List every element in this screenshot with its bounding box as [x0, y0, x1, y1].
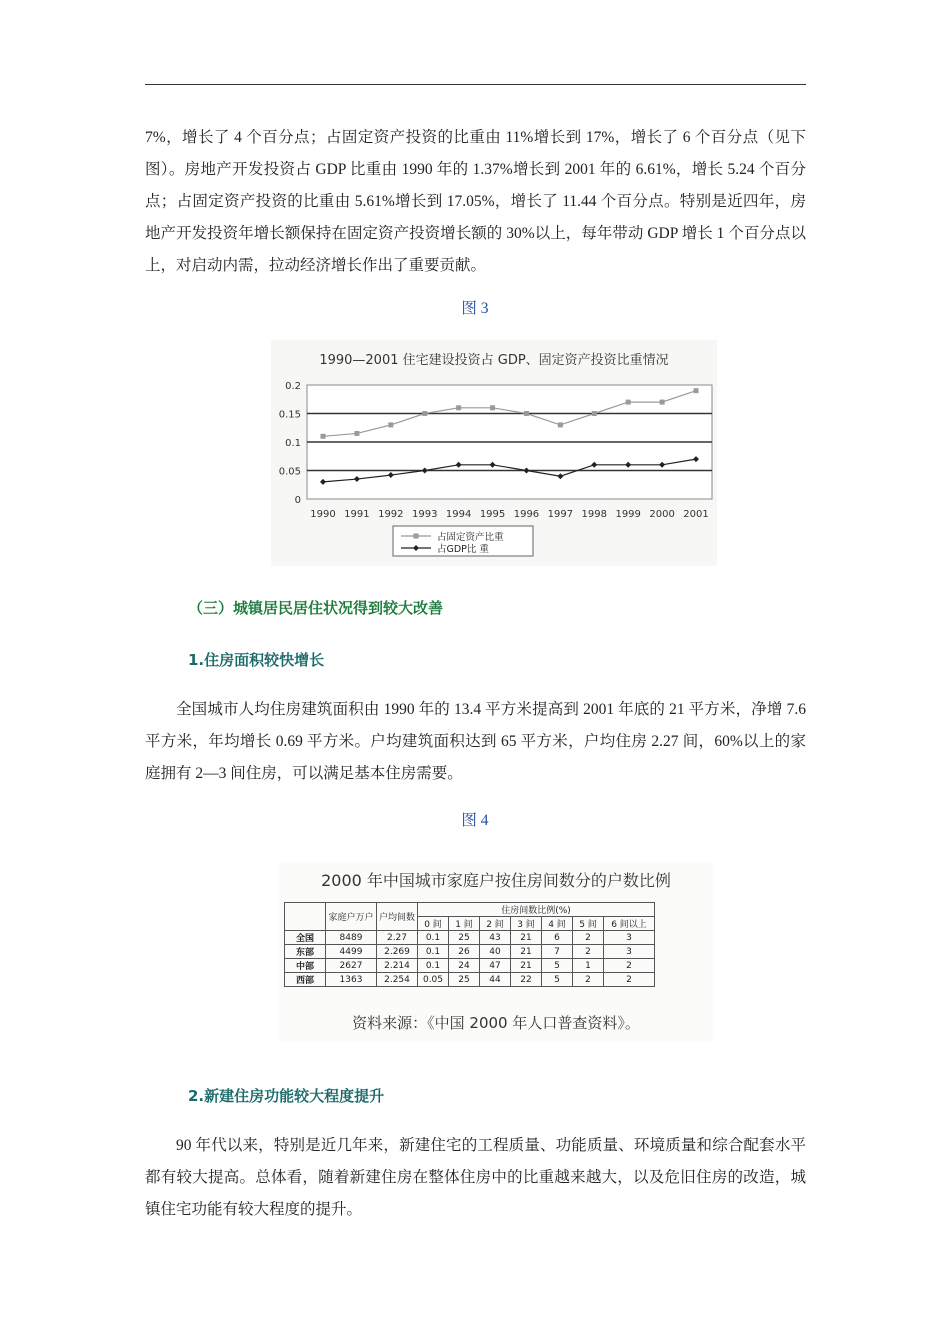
- ratio-cell: 21: [511, 945, 542, 959]
- subheading-housing-function: 2.新建住房功能较大程度提升: [188, 1087, 385, 1105]
- subheader-rooms: 1 间: [449, 917, 480, 931]
- ratio-cell: 25: [449, 931, 480, 945]
- ratio-cell: 2: [604, 973, 655, 987]
- paragraph-housing-function: 90 年代以来，特别是近几年来，新建住宅的工程质量、功能质量、环境质量和综合配套水平都有较大提高。总体看，随着新建住房在整体住房中的比重越来越大，以及危旧住房的改造，城镇住宅功能有较大程度的提升。: [145, 1137, 806, 1218]
- x-tick-label: 1994: [445, 509, 472, 520]
- households-cell: 4499: [326, 945, 377, 959]
- subheader-rooms: 4 间: [542, 917, 573, 931]
- data-point: [592, 411, 597, 416]
- data-point: [694, 388, 699, 393]
- avg-rooms-cell: 2.27: [377, 931, 418, 945]
- header-households: 家庭户万户: [326, 903, 377, 931]
- x-tick-label: 1993: [412, 509, 438, 520]
- housing-rooms-table: [284, 902, 655, 987]
- ratio-cell: 2: [573, 931, 604, 945]
- ratio-cell: 22: [511, 973, 542, 987]
- subheader-rooms: 5 间: [573, 917, 604, 931]
- ratio-cell: 24: [449, 959, 480, 973]
- x-tick-label: 2000: [649, 509, 675, 520]
- ratio-cell: 2: [604, 959, 655, 973]
- ratio-cell: 2: [573, 973, 604, 987]
- avg-rooms-cell: 2.214: [377, 959, 418, 973]
- table-row: [285, 959, 655, 973]
- y-tick-label: 0.1: [285, 438, 301, 449]
- x-tick-label: 2001: [683, 509, 709, 520]
- ratio-cell: 47: [480, 959, 511, 973]
- ratio-cell: 7: [542, 945, 573, 959]
- ratio-cell: 0.1: [418, 931, 449, 945]
- ratio-cell: 3: [604, 931, 655, 945]
- ratio-cell: 0.1: [418, 959, 449, 973]
- data-point: [524, 411, 529, 416]
- legend-label: 占GDP比 重: [437, 544, 489, 555]
- header-avg-rooms: 户均间数: [377, 903, 418, 931]
- x-tick-label: 1998: [581, 509, 607, 520]
- figure-3-caption: 图 3: [461, 300, 489, 317]
- region-cell: 西部: [285, 973, 326, 987]
- subheader-rooms: 3 间: [511, 917, 542, 931]
- avg-rooms-cell: 2.254: [377, 973, 418, 987]
- ratio-cell: 3: [604, 945, 655, 959]
- section-heading-living-conditions: （三）城镇居民居住状况得到较大改善: [188, 599, 444, 617]
- header-rule: [145, 84, 806, 85]
- data-point: [354, 431, 359, 436]
- figure-4-caption: 图 4: [461, 812, 489, 829]
- ratio-cell: 5: [542, 973, 573, 987]
- figure-3-chart: [271, 340, 717, 566]
- table-row: [285, 931, 655, 945]
- x-tick-label: 1992: [378, 509, 404, 520]
- households-cell: 2627: [326, 959, 377, 973]
- ratio-cell: 44: [480, 973, 511, 987]
- ratio-cell: 0.1: [418, 945, 449, 959]
- data-point: [321, 434, 326, 439]
- x-tick-label: 1995: [479, 509, 506, 520]
- data-point: [558, 422, 563, 427]
- chart-title: 1990—2001 住宅建设投资占 GDP、固定资产投资比重情况: [319, 353, 669, 368]
- region-cell: 东部: [285, 945, 326, 959]
- ratio-cell: 21: [511, 959, 542, 973]
- x-tick-label: 1990: [310, 509, 336, 520]
- paragraph-investment: 7%，增长了 4 个百分点；占固定资产投资的比重由 11%增长到 17%，增长了 6 个百分点（见下图）。房地产开发投资占 GDP 比重由 1990 年的 1.37%增长到 2001 年的 6.61%，增长 5.24 个百分点；占固定资产投资的比重由 5.61%增长到 17.05%，增长了 11.44 个百分点。特别是近四年，房地产开发投资年增长额保持在固定资产投资增长额的 30%以上，每年带动 GDP 增长 1 个百分点以上，对启动内需，拉动经济增长作出了重要贡献。: [145, 129, 806, 274]
- subheader-rooms: 6 间以上: [604, 917, 655, 931]
- data-point: [456, 405, 461, 410]
- table-row: [285, 945, 655, 959]
- x-tick-label: 1999: [615, 509, 641, 520]
- data-point: [422, 411, 427, 416]
- subheader-rooms: 2 间: [480, 917, 511, 931]
- table-row: [285, 973, 655, 987]
- region-cell: 中部: [285, 959, 326, 973]
- chart-svg: [271, 340, 717, 566]
- ratio-cell: 2: [573, 945, 604, 959]
- y-tick-label: 0: [294, 495, 301, 506]
- data-point: [388, 422, 393, 427]
- ratio-cell: 1: [573, 959, 604, 973]
- x-tick-label: 1991: [344, 509, 370, 520]
- legend-label: 占固定资产比重: [437, 532, 504, 543]
- ratio-cell: 43: [480, 931, 511, 945]
- ratio-cell: 26: [449, 945, 480, 959]
- x-tick-label: 1997: [547, 509, 574, 520]
- header-ratio: 住房间数比例(%): [418, 903, 655, 917]
- ratio-cell: 6: [542, 931, 573, 945]
- corner-cell: [285, 903, 326, 931]
- data-point: [490, 405, 495, 410]
- subheading-housing-area: 1.住房面积较快增长: [188, 651, 325, 669]
- households-cell: 8489: [326, 931, 377, 945]
- paragraph-housing-area: 全国城市人均住房建筑面积由 1990 年的 13.4 平方米提高到 2001 年底的 21 平方米，净增 7.6 平方米，年均增长 0.69 平方米。户均建筑面积达到 65 平方米，户均住房 2.27 间，60%以上的家庭拥有 2—3 间住房，可以满足基本住房需要。: [145, 701, 806, 782]
- table-source: 资料来源：《中国 2000 年人口普查资料》。: [352, 1014, 640, 1032]
- region-cell: 全国: [285, 931, 326, 945]
- legend-marker: [414, 534, 419, 539]
- ratio-cell: 21: [511, 931, 542, 945]
- ratio-cell: 0.05: [418, 973, 449, 987]
- y-tick-label: 0.15: [278, 409, 301, 421]
- data-point: [660, 400, 665, 405]
- y-tick-label: 0.2: [285, 381, 301, 392]
- ratio-cell: 25: [449, 973, 480, 987]
- data-point: [626, 400, 631, 405]
- avg-rooms-cell: 2.269: [377, 945, 418, 959]
- subheader-rooms: 0 间: [418, 917, 449, 931]
- y-tick-label: 0.05: [278, 466, 301, 478]
- figure-4-table: [278, 862, 714, 1042]
- households-cell: 1363: [326, 973, 377, 987]
- ratio-cell: 40: [480, 945, 511, 959]
- ratio-cell: 5: [542, 959, 573, 973]
- x-tick-label: 1996: [513, 509, 540, 520]
- table-title: 2000 年中国城市家庭户按住房间数分的户数比例: [321, 871, 671, 890]
